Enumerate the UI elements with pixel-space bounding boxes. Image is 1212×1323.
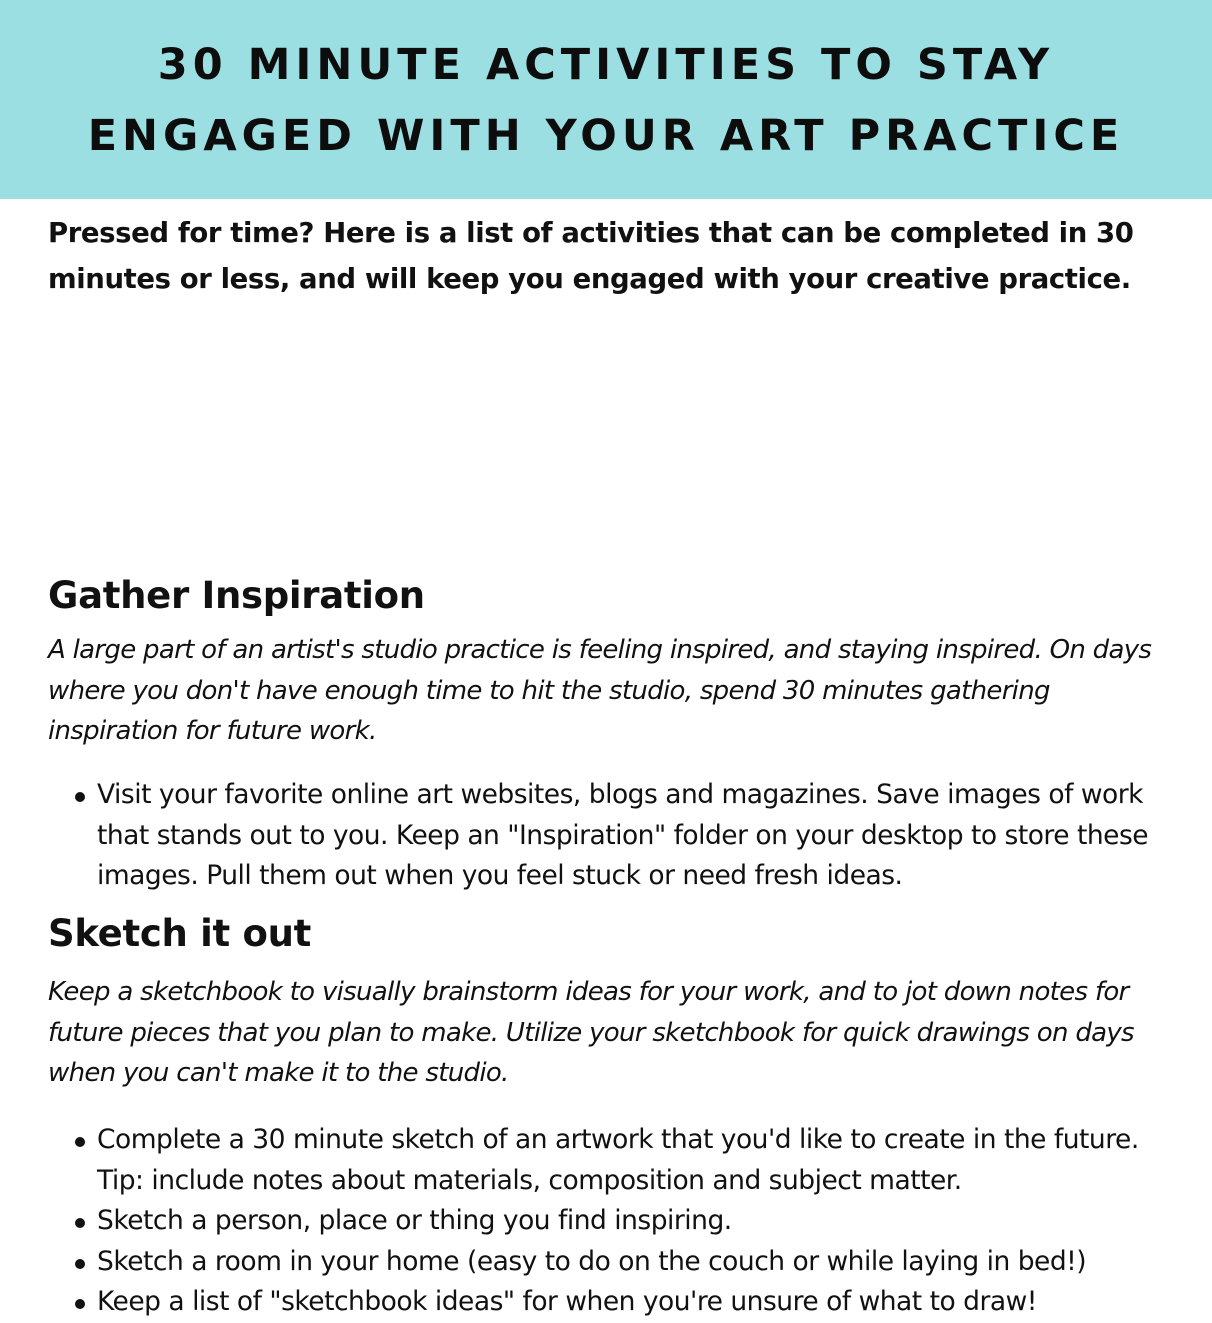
list-item-text: Sketch a person, place or thing you find inspiring. [97, 1205, 732, 1236]
list-item [48, 1242, 1178, 1283]
section-description-sketch-it-out: Keep a sketchbook to visually brainstorm ideas for your work, and to jot down notes for future pieces that you plan to make. Utilize your sketchbook for quick drawings on days when you can't make it to the studio. [48, 977, 1134, 1088]
section-title-gather-inspiration: Gather Inspiration [48, 574, 425, 617]
list-item-text: Complete a 30 minute sketch of an artwork that you'd like to create in the future. Tip: include notes about materials, composition and subject matter. [97, 1124, 1139, 1196]
bullet-icon [75, 1259, 85, 1269]
list-item [48, 1282, 1178, 1323]
list-item-text: Sketch a room in your home (easy to do on the couch or while laying in bed!) [97, 1245, 1087, 1277]
list-item [48, 1120, 1178, 1201]
bullet-icon [75, 1299, 85, 1309]
bullet-icon [75, 792, 85, 802]
page-title-line-1: 30 MINUTE ACTIVITIES TO STAY [157, 39, 1055, 90]
page-title [88, 30, 1125, 172]
intro-paragraph: Pressed for time? Here is a list of activities that can be completed in 30 minutes or less, and will keep you engaged with your creative practice. [48, 217, 1134, 295]
section-description-gather-inspiration: A large part of an artist's studio practice is feeling inspired, and staying inspired. On days where you don't have enough time to hit the studio, spend 30 minutes gathering inspiration for future work. [48, 635, 1152, 746]
list-item [48, 775, 1178, 897]
page-title-line-2: ENGAGED WITH YOUR ART PRACTICE [87, 110, 1125, 161]
bullet-icon [75, 1218, 85, 1228]
bullet-icon [75, 1137, 85, 1147]
bullet-list-gather-inspiration [48, 775, 1178, 897]
header-banner [0, 0, 1212, 199]
bullet-list-sketch-it-out [48, 1120, 1178, 1323]
list-item-text: Keep a list of "sketchbook ideas" for when you're unsure of what to draw! [97, 1286, 1037, 1317]
list-item-text: Visit your favorite online art websites, blogs and magazines. Save images of work that stands out to you. Keep an "Inspiration" folder on your desktop to store these images. Pull them out when you feel stuck or need fresh ideas. [97, 779, 1149, 891]
list-item [48, 1201, 1178, 1242]
section-title-sketch-it-out: Sketch it out [48, 912, 311, 955]
